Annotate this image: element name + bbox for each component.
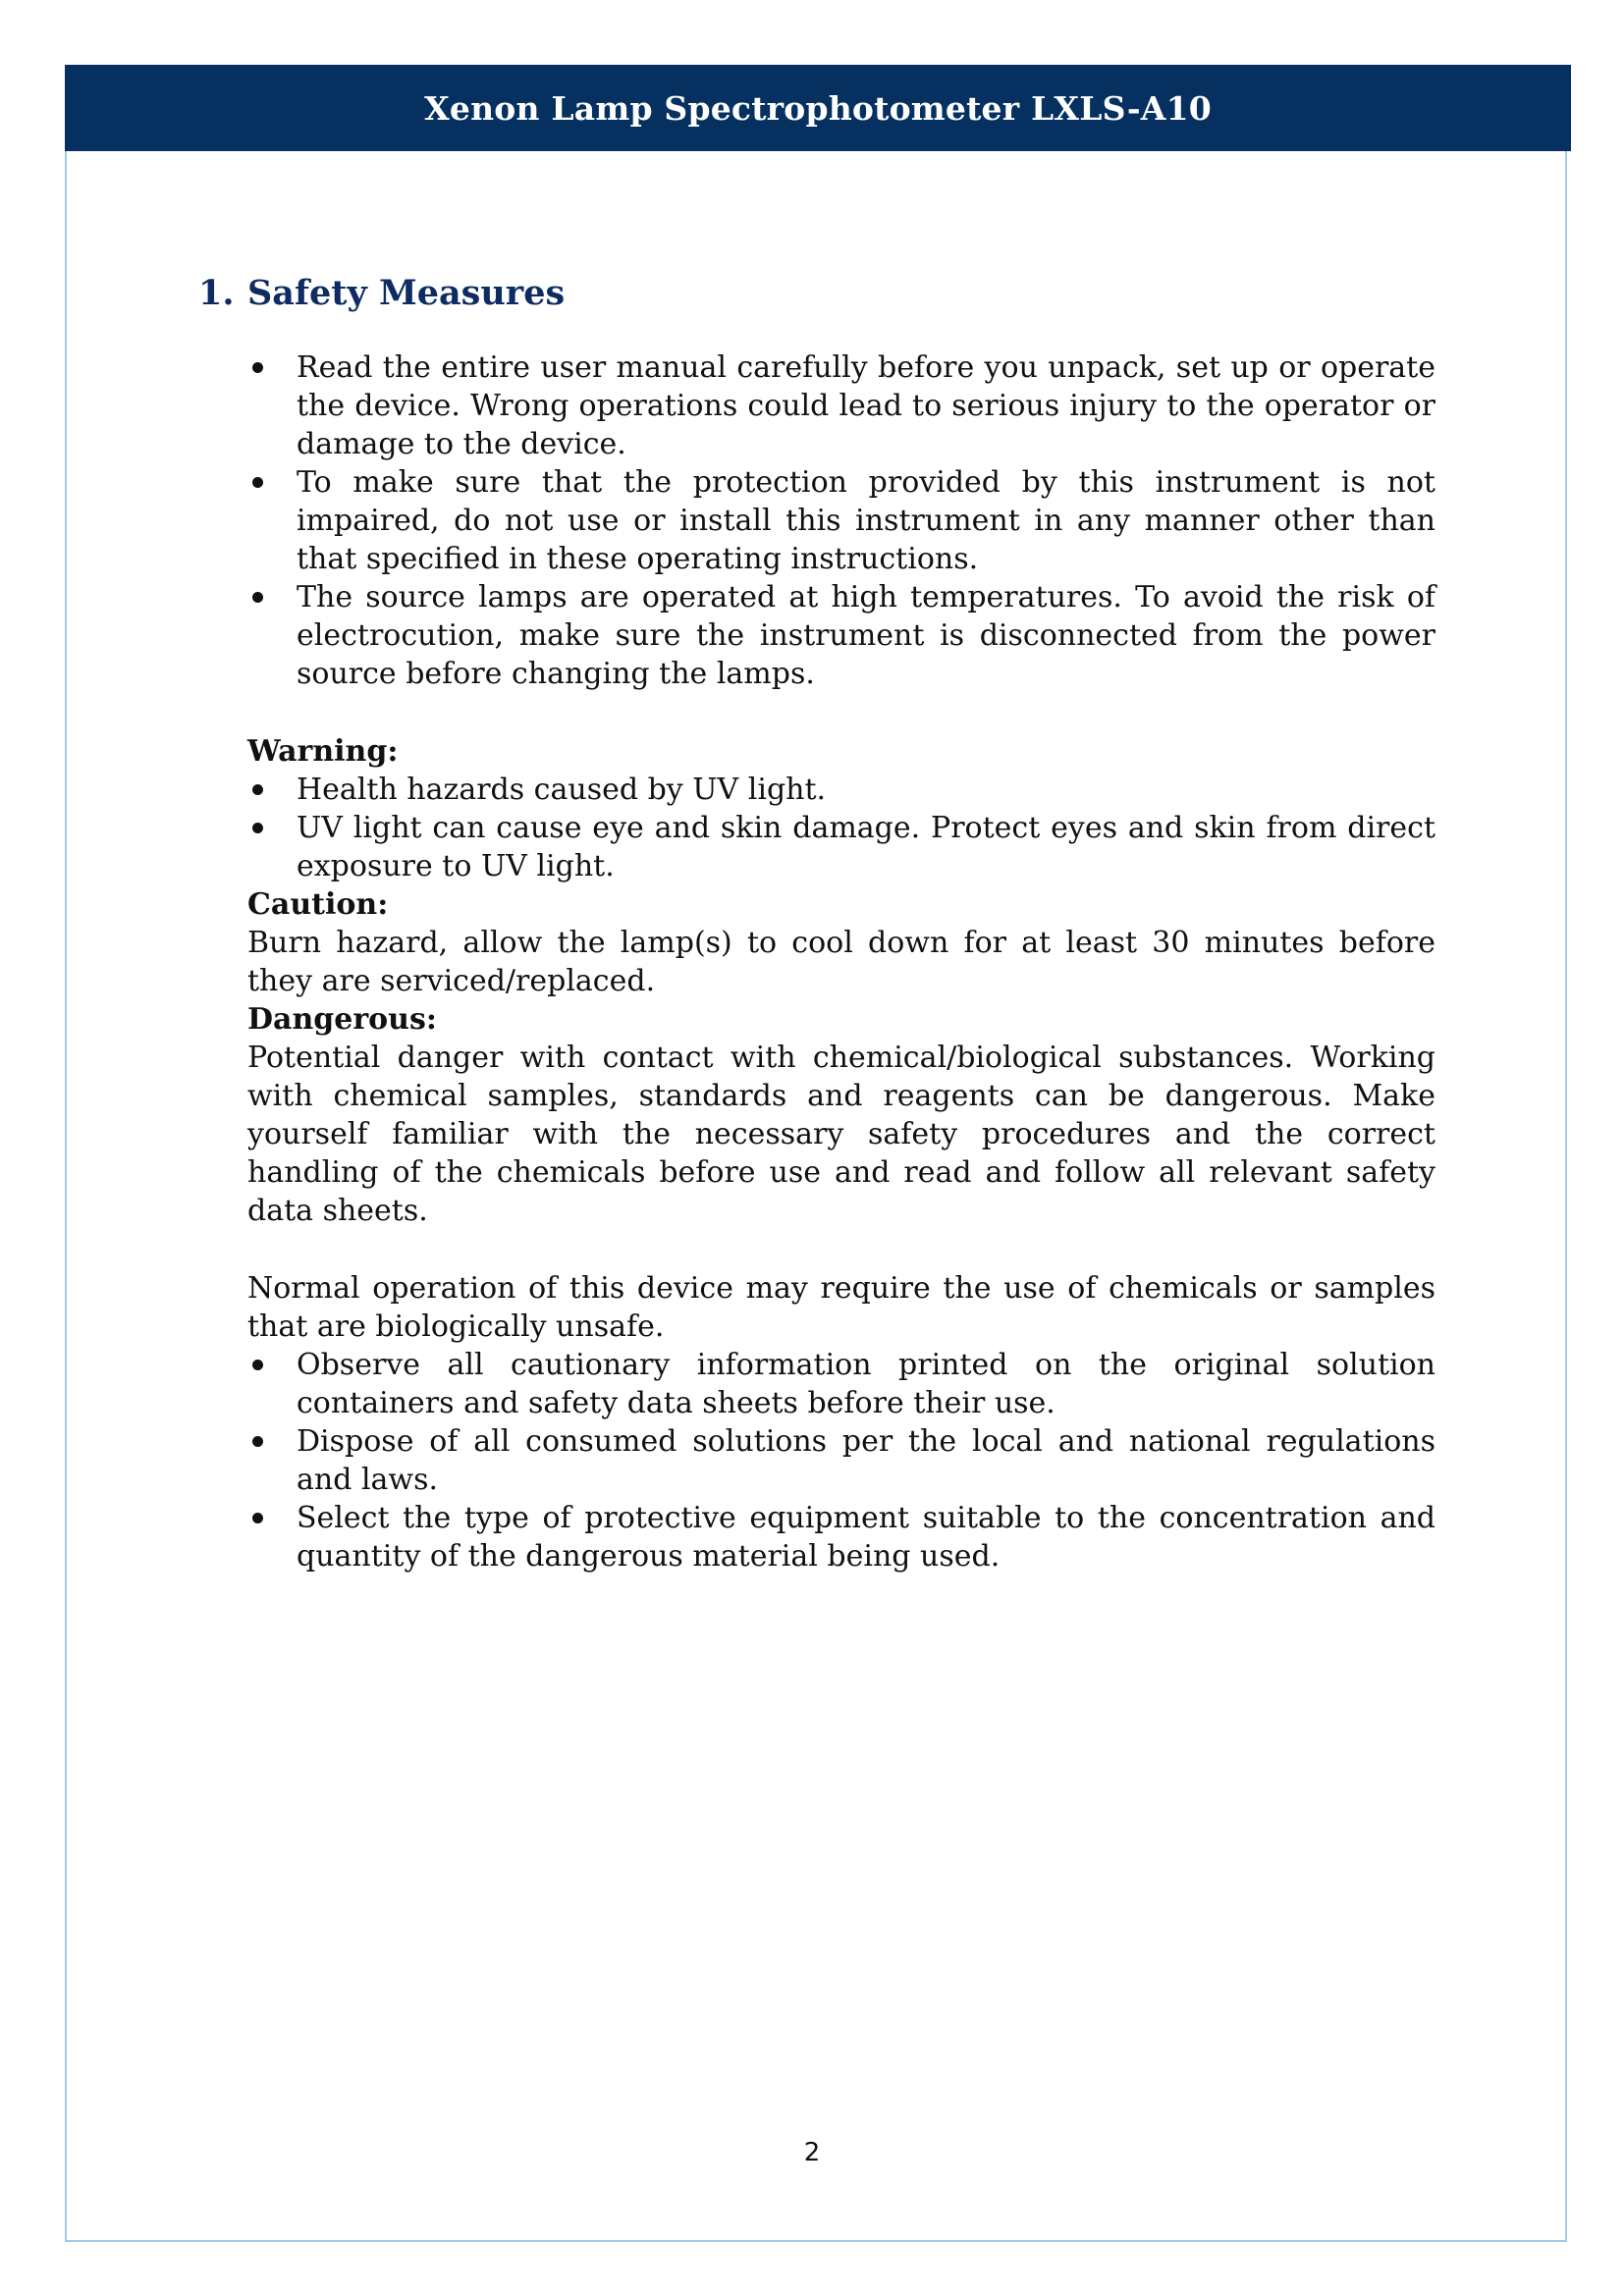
section-body (247, 348, 1435, 1575)
warning-label: Warning: (247, 734, 399, 769)
bullet-icon (252, 592, 263, 603)
bullet-icon (252, 1513, 263, 1523)
main-content (198, 273, 1435, 1575)
bullet-icon (252, 1436, 263, 1447)
caution-label: Caution: (247, 887, 389, 922)
bullet-icon (252, 477, 263, 488)
caution-text: Burn hazard, allow the lamp(s) to cool down for at least 30 minutes before they are serviced/replaced. (247, 926, 1435, 998)
section-title: Safety Measures (247, 273, 566, 313)
bullet-icon (252, 1360, 263, 1370)
list-item: UV light can cause eye and skin damage. Protect eyes and skin from direct exposure to UV light. (247, 809, 1435, 885)
intro-bullet-list (247, 348, 1435, 693)
bullet-icon (252, 784, 263, 795)
header-bar (65, 65, 1571, 151)
normal-operation-bullet-list (247, 1346, 1435, 1575)
section-heading (198, 273, 1435, 313)
dangerous-label: Dangerous: (247, 1002, 437, 1037)
page-number: 2 (803, 2138, 821, 2167)
section-number: 1. (198, 273, 235, 313)
warning-bullet-list (247, 771, 1435, 885)
list-item: Read the entire user manual carefully before you unpack, set up or operate the device. Wrong operations could lead to serious injury to the operator or damage to the device. (247, 348, 1435, 463)
document-title: Xenon Lamp Spectrophotometer LXLS-A10 (424, 88, 1212, 128)
bullet-icon (252, 362, 263, 373)
dangerous-text: Potential danger with contact with chemical/biological substances. Working with chemical samples, standards and reagents can be dangerous. Make yourself familiar with the necessary safety procedures and the correct handling of the chemicals before use and read and follow all relevant safety data sheets. (247, 1041, 1435, 1228)
list-item: Dispose of all consumed solutions per the local and national regulations and laws. (247, 1422, 1435, 1499)
list-item: Select the type of protective equipment suitable to the concentration and quantity of the dangerous material being used. (247, 1499, 1435, 1575)
list-item: The source lamps are operated at high temperatures. To avoid the risk of electrocution, make sure the instrument is disconnected from the power source before changing the lamps. (247, 578, 1435, 693)
normal-operation-text: Normal operation of this device may require the use of chemicals or samples that are biologically unsafe. (247, 1271, 1435, 1344)
bullet-icon (252, 823, 263, 833)
list-item: To make sure that the protection provided by this instrument is not impaired, do not use or install this instrument in any manner other than that specified in these operating instructions. (247, 463, 1435, 578)
list-item: Health hazards caused by UV light. (247, 771, 1435, 809)
list-item: Observe all cautionary information printed on the original solution containers and safety data sheets before their use. (247, 1346, 1435, 1422)
